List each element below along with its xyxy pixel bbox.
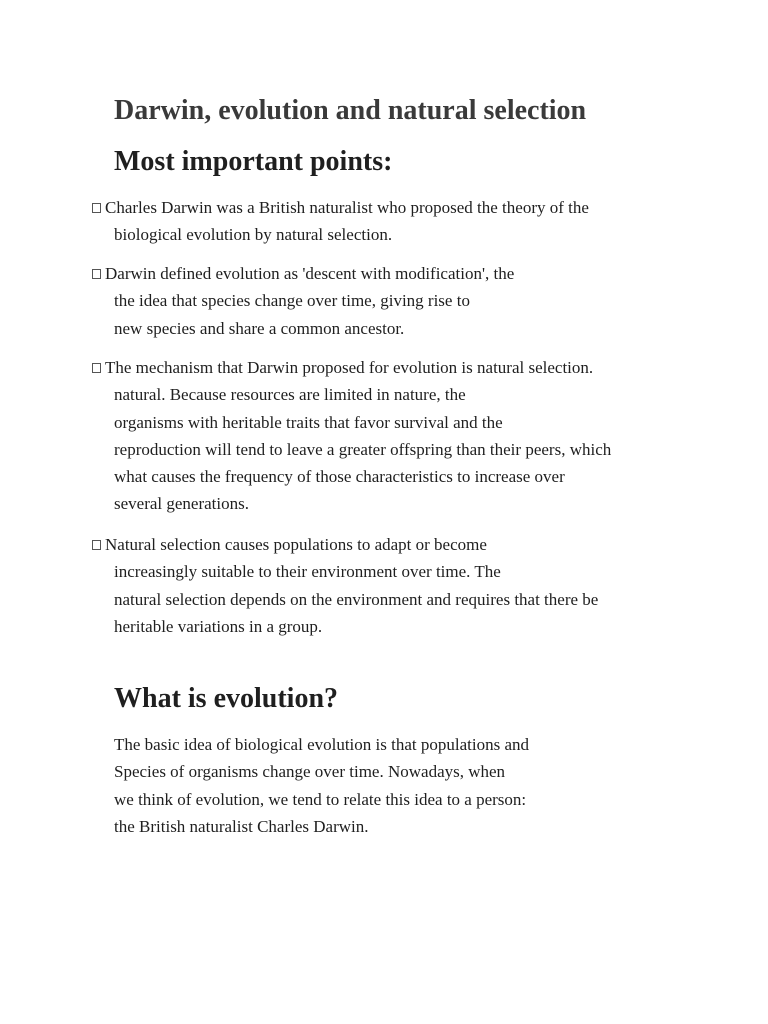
evolution-paragraph <box>114 731 674 840</box>
bullet-line <box>92 354 652 381</box>
bullet-line <box>92 194 652 221</box>
bullet-line: natural. Because resources are limited in nature, the <box>114 385 466 405</box>
document-title: Darwin, evolution and natural selection <box>114 95 587 126</box>
bullet-line <box>92 531 652 558</box>
bullet-line <box>92 260 652 287</box>
bullet-line: natural selection depends on the environment and requires that there be <box>114 589 599 609</box>
bullet-line: reproduction will tend to leave a greater offspring than their peers, which <box>114 439 612 459</box>
bullet-line: what causes the frequency of those characteristics to increase over <box>114 467 565 487</box>
section-heading-what-is-evolution: What is evolution? <box>114 683 339 714</box>
paragraph-line: we think of evolution, we tend to relate this idea to a person: <box>114 789 527 809</box>
bullet-item <box>92 531 652 640</box>
bullet-box-icon <box>92 540 101 550</box>
section-heading-important-points: Most important points: <box>114 146 393 177</box>
bullet-line: several generations. <box>114 494 249 514</box>
bullet-box-icon <box>92 363 101 373</box>
bullet-item <box>92 260 652 342</box>
bullet-text: Natural selection causes populations to adapt or become <box>105 535 487 554</box>
bullet-line: new species and share a common ancestor. <box>114 318 405 338</box>
bullet-text: Darwin defined evolution as 'descent with modification', the <box>105 264 515 283</box>
paragraph-line: The basic idea of biological evolution is that populations and <box>114 735 529 754</box>
bullet-text: The mechanism that Darwin proposed for evolution is natural selection. <box>105 358 594 377</box>
bullet-line: the idea that species change over time, giving rise to <box>114 291 470 311</box>
bullet-box-icon <box>92 203 101 213</box>
bullet-line: organisms with heritable traits that favor survival and the <box>114 412 503 432</box>
bullet-line: increasingly suitable to their environment over time. The <box>114 562 501 582</box>
bullet-line: biological evolution by natural selection. <box>114 225 393 245</box>
bullet-text: Charles Darwin was a British naturalist who proposed the theory of the <box>105 198 589 217</box>
bullet-item <box>92 194 652 249</box>
paragraph-line: Species of organisms change over time. Nowadays, when <box>114 762 506 782</box>
bullet-item <box>92 354 652 518</box>
paragraph-line: the British naturalist Charles Darwin. <box>114 816 369 836</box>
bullet-line: heritable variations in a group. <box>114 616 323 636</box>
bullet-box-icon <box>92 269 101 279</box>
